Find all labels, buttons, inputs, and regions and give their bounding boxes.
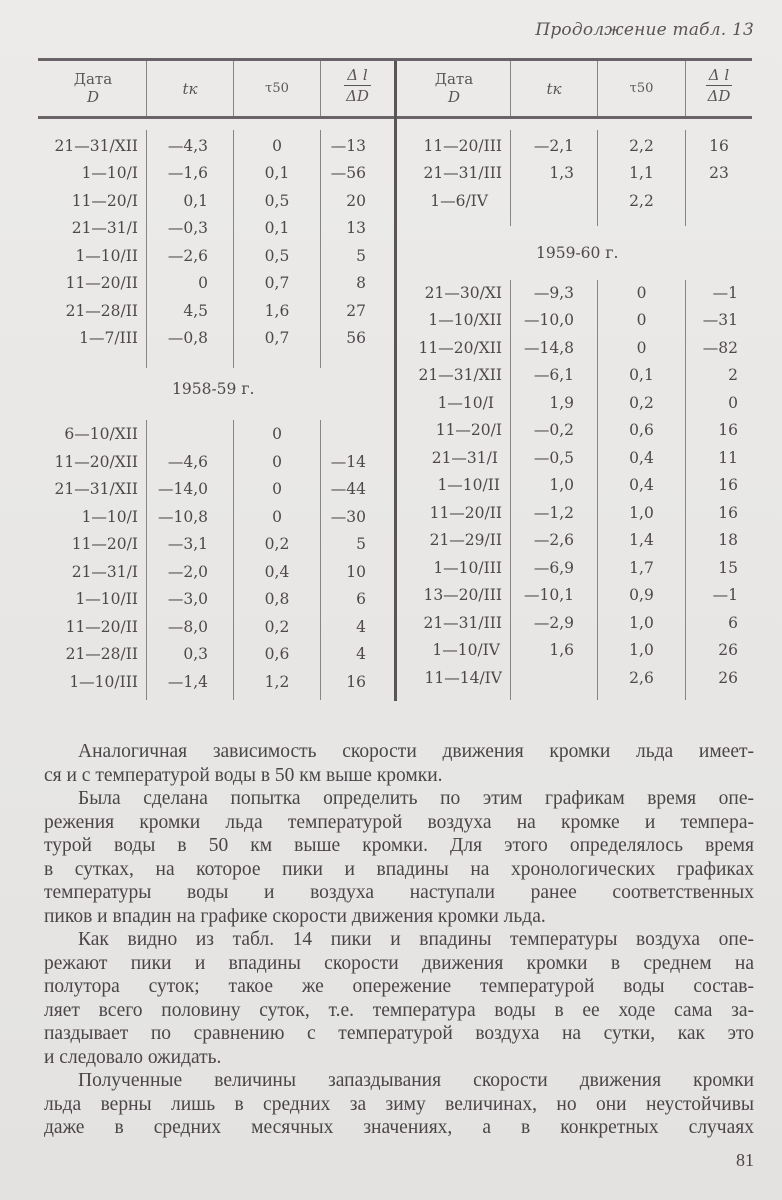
cell-tau: 0,5 <box>264 247 290 265</box>
cell-tau: 1,6 <box>264 302 290 320</box>
cell-tau: 0 <box>636 339 647 357</box>
cell-date: 11—14/IV <box>424 669 502 687</box>
cell-tk: —2,1 <box>533 137 574 155</box>
cell-tk: 1,3 <box>549 164 574 182</box>
cell-dl: 8 <box>356 274 366 292</box>
header-tk: tк <box>546 80 562 98</box>
cell-tk: 1,0 <box>549 476 574 494</box>
cell-tk: —2,0 <box>167 563 208 581</box>
cell-dl: —14 <box>330 453 366 471</box>
cell-tk: —10,8 <box>157 508 208 526</box>
cell-tau: 1,7 <box>629 559 654 577</box>
cell-date: 21—31/III <box>423 164 502 182</box>
cell-date: 21—31/XII <box>54 137 138 155</box>
cell-tau: 0,4 <box>264 563 290 581</box>
cell-dl: —30 <box>330 508 366 526</box>
cell-tau: 2,2 <box>629 137 654 155</box>
cell-date: 1—10/IV <box>432 641 500 659</box>
text-line: ляет всего половину суток, т.е. температура воды в ее ходе сама за- <box>44 999 754 1021</box>
header-tau50: τ50 <box>629 81 654 96</box>
cell-tk: —1,2 <box>533 504 574 522</box>
cell-tk: —10,1 <box>523 586 574 604</box>
cell-tk: —6,1 <box>533 366 574 384</box>
cell-date: 11—20/II <box>429 504 502 522</box>
header-dl-dD <box>321 66 394 105</box>
cell-dl: 16 <box>718 504 738 522</box>
cell-date: 11—20/II <box>65 618 138 636</box>
year-label-1958-59: 1958-59 г. <box>172 380 255 398</box>
cell-dl: 15 <box>718 559 738 577</box>
cell-tau: 0,2 <box>264 535 290 553</box>
cell-tau: 0,1 <box>629 366 654 384</box>
cell-dl: —13 <box>330 137 366 155</box>
cell-dl: 13 <box>346 219 366 237</box>
text-line: в сутках, на которое пики и впадины на хронологических графиках <box>44 858 754 880</box>
header-date-symbol: D <box>86 88 100 106</box>
header-dl-denominator: ΔD <box>707 87 731 105</box>
cell-dl: 27 <box>346 302 366 320</box>
cell-tau: 1,1 <box>629 164 654 182</box>
cell-tk: —0,8 <box>167 329 208 347</box>
cell-tau: 0 <box>272 453 282 471</box>
cell-tk: —2,6 <box>533 531 574 549</box>
cell-tk: 0,3 <box>183 645 208 663</box>
cell-date: 11—20/III <box>423 137 502 155</box>
text-line: льда верны лишь в средних за зиму величинах, но они неустойчивы <box>44 1093 754 1115</box>
header-date <box>398 70 510 106</box>
cell-date: 21—31/I <box>71 563 138 581</box>
cell-tk: —8,0 <box>167 618 208 636</box>
cell-tau: 0,8 <box>264 590 290 608</box>
cell-tau: 2,6 <box>629 669 654 687</box>
cell-date: 11—20/I <box>435 421 502 439</box>
cell-tk: —1,6 <box>167 164 208 182</box>
cell-tk: —3,0 <box>167 590 208 608</box>
cell-tk: —3,1 <box>167 535 208 553</box>
text-line: полутора суток; такое же опережение температурой воды состав- <box>44 976 754 997</box>
cell-tau: 0,1 <box>264 164 290 182</box>
text-line: режения кромки льда температурой воздуха на кромке и темпера- <box>44 811 754 833</box>
cell-tau: 0 <box>272 508 282 526</box>
cell-dl: 23 <box>709 164 729 182</box>
cell-date: 21—31/III <box>423 614 502 632</box>
cell-dl: 11 <box>718 449 738 467</box>
cell-dl: —82 <box>702 339 738 357</box>
cell-tk: —2,6 <box>167 247 208 265</box>
cell-dl: —56 <box>330 164 366 182</box>
cell-date: 21—28/II <box>65 302 138 320</box>
cell-tk: —14,8 <box>523 339 574 357</box>
cell-tau: 0 <box>272 137 282 155</box>
cell-tk: 4,5 <box>183 302 208 320</box>
cell-dl: 4 <box>356 618 366 636</box>
cell-date: 1—10/II <box>437 476 500 494</box>
cell-date: 1—10/I <box>81 508 138 526</box>
cell-dl: 26 <box>718 641 738 659</box>
header-date-label: Дата <box>73 70 113 88</box>
cell-tau: 0,6 <box>629 421 654 439</box>
cell-tk: 1,9 <box>549 394 574 412</box>
cell-dl: 20 <box>346 192 366 210</box>
cell-tau: 0,7 <box>264 329 290 347</box>
cell-date: 1—10/II <box>75 590 138 608</box>
cell-tau: 0 <box>636 311 647 329</box>
header-tk: tк <box>182 80 198 98</box>
header-dl-denominator: ΔD <box>346 87 369 105</box>
cell-tau: 2,2 <box>629 192 654 210</box>
text-line: температуры воды и воздуха наступали ранее соответственных <box>44 882 754 903</box>
cell-tau: 0,2 <box>629 394 654 412</box>
cell-dl: 4 <box>356 645 366 663</box>
year-label-1959-60: 1959-60 г. <box>536 244 619 262</box>
cell-dl: 2 <box>728 366 738 384</box>
header-date-symbol: D <box>447 88 461 106</box>
text-line: паздывает по сравнению с температурой воздуха на сутки, как это <box>44 1023 754 1044</box>
cell-tk: 0,1 <box>183 192 208 210</box>
cell-tau: 0,5 <box>264 192 290 210</box>
cell-tk: —14,0 <box>157 480 208 498</box>
cell-tau: 0 <box>636 284 647 302</box>
cell-tk: —1,4 <box>167 673 208 691</box>
cell-tau: 1,4 <box>629 531 654 549</box>
text-line: Была сделана попытка определить по этим графикам время опе- <box>78 788 754 809</box>
cell-date: 1—10/I <box>81 164 138 182</box>
cell-dl: —1 <box>712 284 738 302</box>
cell-dl: 18 <box>718 531 738 549</box>
cell-tau: 1,0 <box>629 614 654 632</box>
cell-tk: —2,9 <box>533 614 574 632</box>
cell-date: 21—31/XII <box>418 366 502 384</box>
cell-date: 1—10/III <box>69 673 138 691</box>
cell-date: 1—7/III <box>79 329 138 347</box>
header-date <box>40 70 146 106</box>
cell-date: 21—31/I <box>71 219 138 237</box>
cell-date: 11—20/I <box>71 535 138 553</box>
header-dl-numerator: Δ l <box>706 66 732 86</box>
cell-tk: —4,3 <box>167 137 208 155</box>
cell-tau: 0,7 <box>264 274 290 292</box>
cell-date: 1—6/IV <box>430 192 488 210</box>
table-caption: Продолжение табл. 13 <box>535 20 754 40</box>
cell-date: 11—20/II <box>65 274 138 292</box>
cell-date: 21—31/I <box>431 449 498 467</box>
cell-tau: 0,2 <box>264 618 290 636</box>
cell-dl: 26 <box>718 669 738 687</box>
text-line: Аналогичная зависимость скорости движения кромки льда имеет- <box>78 741 754 762</box>
cell-tk: —9,3 <box>533 284 574 302</box>
col-divider <box>146 420 147 700</box>
cell-date: 11—20/XII <box>54 453 138 471</box>
cell-dl: 16 <box>346 673 366 691</box>
cell-date: 11—20/I <box>71 192 138 210</box>
header-date-label: Дата <box>434 70 474 88</box>
cell-dl: —31 <box>702 311 738 329</box>
cell-date: 1—10/I <box>437 394 494 412</box>
cell-tk: —4,6 <box>167 453 208 471</box>
cell-tk: —10,0 <box>523 311 574 329</box>
cell-tk: 1,6 <box>549 641 574 659</box>
page-number: 81 <box>736 1150 754 1170</box>
cell-dl: 5 <box>356 247 366 265</box>
cell-tau: 0 <box>272 425 282 443</box>
col-divider <box>510 280 511 700</box>
cell-tau: 0,4 <box>629 476 654 494</box>
cell-date: 1—10/XII <box>428 311 502 329</box>
text-line: и следовало ожидать. <box>44 1046 222 1068</box>
cell-tau: 1,0 <box>629 641 654 659</box>
cell-date: 21—28/II <box>65 645 138 663</box>
cell-date: 21—29/II <box>429 531 502 549</box>
cell-tau: 1,2 <box>264 673 290 691</box>
cell-dl: —44 <box>330 480 366 498</box>
cell-date: 6—10/XII <box>64 425 138 443</box>
cell-date: 21—31/XII <box>54 480 138 498</box>
cell-tau: 1,0 <box>629 504 654 522</box>
cell-tau: 0,6 <box>264 645 290 663</box>
text-line: турой воды в 50 км выше кромки. Для этого определялось время <box>44 835 754 856</box>
cell-tau: 0,1 <box>264 219 290 237</box>
cell-tk: —6,9 <box>533 559 574 577</box>
center-divider <box>394 61 397 701</box>
cell-dl: 16 <box>709 137 729 155</box>
text-line: даже в средних месячных значениях, а в конкретных случаях <box>44 1117 754 1138</box>
col-divider <box>510 130 511 226</box>
cell-dl: 56 <box>346 329 366 347</box>
cell-tau: 0,4 <box>629 449 654 467</box>
cell-dl: 10 <box>346 563 366 581</box>
cell-tk: 0 <box>198 274 208 292</box>
text-line: Полученные величины запаздывания скорости движения кромки <box>78 1070 754 1091</box>
cell-dl: 6 <box>728 614 738 632</box>
cell-dl: 0 <box>728 394 738 412</box>
text-line: режают пики и впадины скорости движения кромки в среднем на <box>44 952 754 974</box>
cell-dl: —1 <box>712 586 738 604</box>
cell-date: 11—20/XII <box>418 339 502 357</box>
cell-tk: —0,2 <box>533 421 574 439</box>
cell-dl: 6 <box>356 590 366 608</box>
cell-date: 1—10/III <box>433 559 502 577</box>
body-text <box>44 740 754 1140</box>
text-line: Как видно из табл. 14 пики и впадины температуры воздуха опе- <box>78 929 754 950</box>
text-line: пиков и впадин на графике скорости движения кромки льда. <box>44 905 546 927</box>
header-tau50: τ50 <box>265 81 289 96</box>
cell-tau: 0 <box>272 480 282 498</box>
cell-dl: 5 <box>356 535 366 553</box>
cell-tk: —0,3 <box>167 219 208 237</box>
cell-date: 21—30/XI <box>424 284 502 302</box>
cell-date: 13—20/III <box>423 586 502 604</box>
text-line: ся и с температурой воды в 50 км выше кромки. <box>44 764 443 786</box>
cell-date: 1—10/II <box>75 247 138 265</box>
col-divider <box>146 130 147 368</box>
header-dl-numerator: Δ l <box>344 66 370 86</box>
header-dl-dD <box>686 66 752 105</box>
cell-dl: 16 <box>718 476 738 494</box>
cell-tau: 0,9 <box>629 586 654 604</box>
cell-dl: 16 <box>718 421 738 439</box>
cell-tk: —0,5 <box>533 449 574 467</box>
